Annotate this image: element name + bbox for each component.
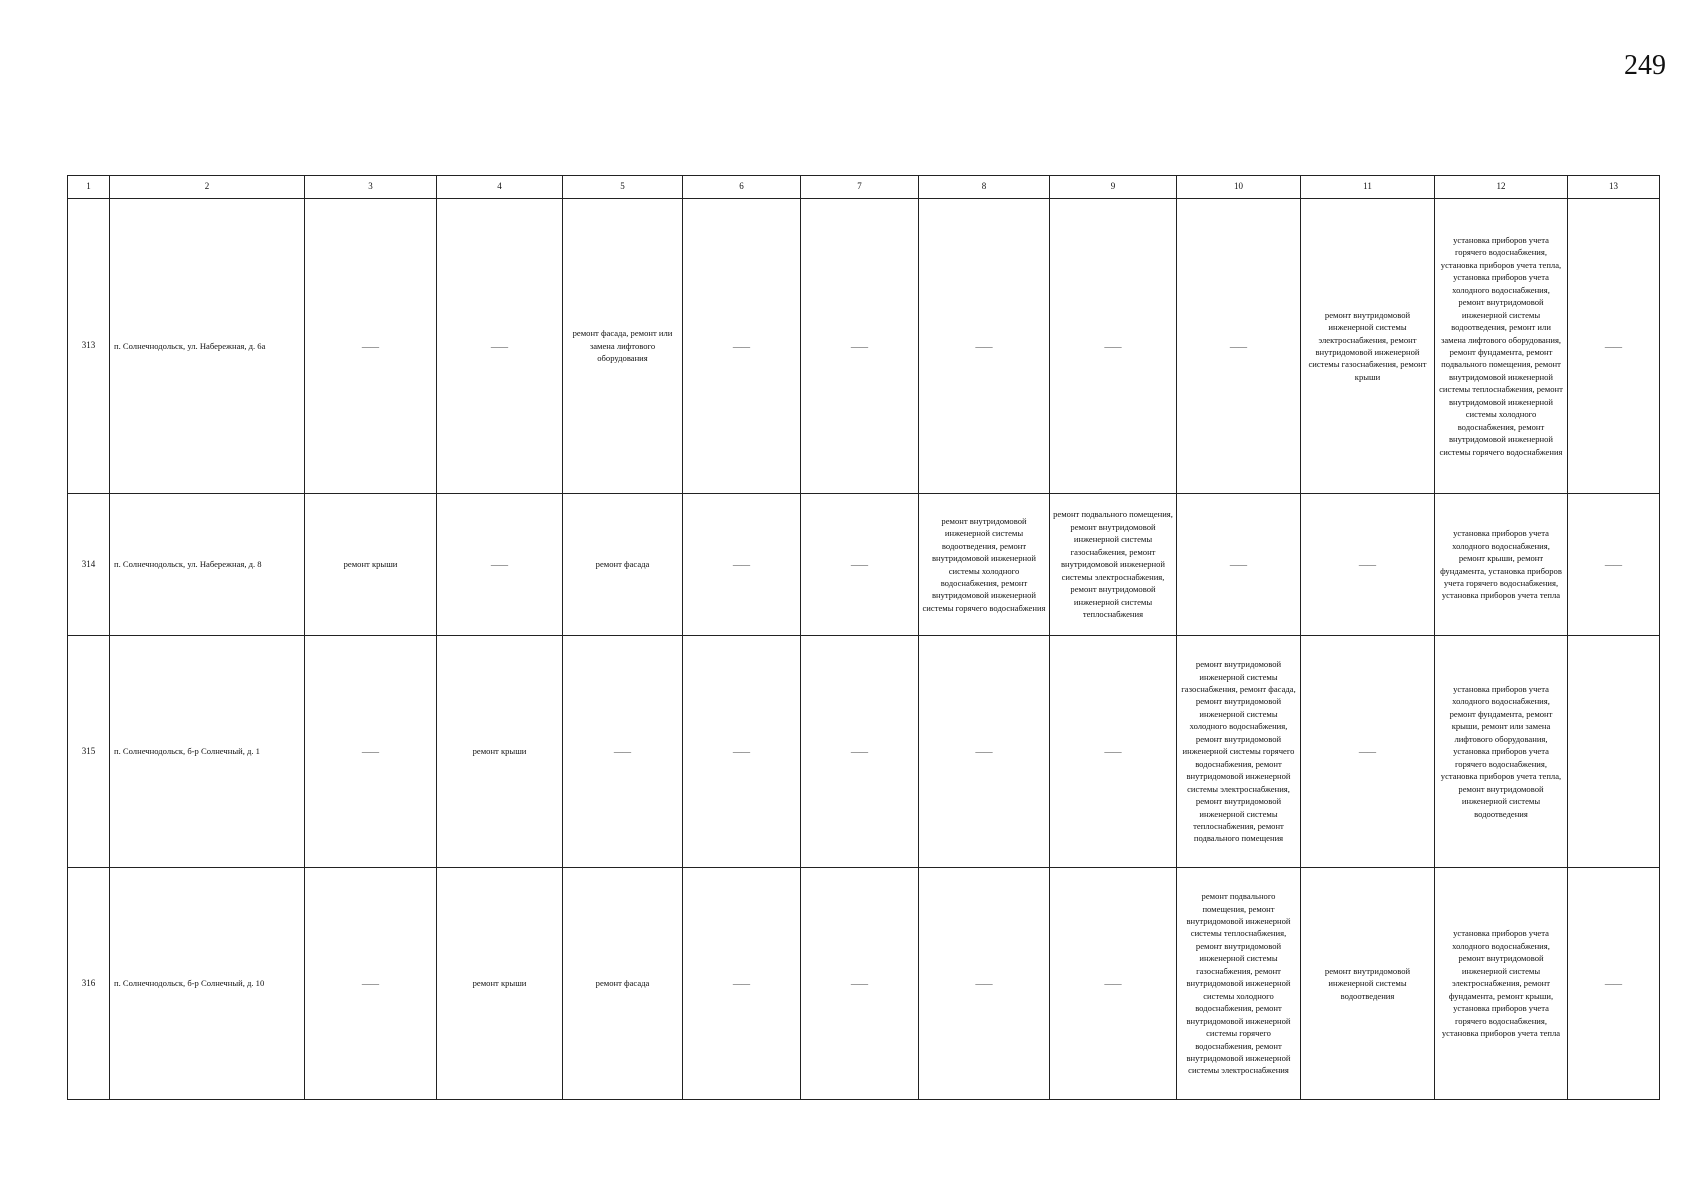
- table-cell: ремонт внутридомовой инженерной системы газоснабжения, ремонт фасада, ремонт внутридомовой инженерной системы холодного водоснабжения, ремонт внутридомовой инженерной системы горячего водоснабжения, ремонт внутридомовой инженерной системы электроснабжения, ремонт внутридомовой инженерной системы теплоснабжения, ремонт подвального помещения: [1177, 636, 1301, 868]
- page-number: 249: [1624, 50, 1666, 81]
- table-cell: ремонт подвального помещения, ремонт внутридомовой инженерной системы теплоснабжения, ремонт внутридомовой инженерной системы газоснабжения, ремонт внутридомовой инженерной системы холодного водоснабжения, ремонт внутридомовой инженерной системы горячего водоснабжения, ремонт внутридомовой инженерной системы электроснабжения: [1177, 868, 1301, 1100]
- table-cell: ——: [801, 868, 919, 1100]
- table-cell: ремонт внутридомовой инженерной системы водоотведения: [1301, 868, 1435, 1100]
- table-cell: ——: [1301, 494, 1435, 636]
- row-number-cell: 316: [68, 868, 110, 1100]
- column-header: 8: [919, 176, 1050, 199]
- column-header: 12: [1435, 176, 1568, 199]
- table-cell: ——: [683, 199, 801, 494]
- table-cell: ——: [1177, 494, 1301, 636]
- address-cell: п. Солнечнодольск, ул. Набережная, д. 8: [110, 494, 305, 636]
- table-cell: ремонт крыши: [437, 868, 563, 1100]
- address-cell: п. Солнечнодольск, б-р Солнечный, д. 10: [110, 868, 305, 1100]
- table-cell: ——: [683, 868, 801, 1100]
- table-cell: ——: [305, 636, 437, 868]
- column-header: 9: [1050, 176, 1177, 199]
- table-cell: ——: [683, 494, 801, 636]
- table-cell: ——: [1050, 199, 1177, 494]
- table-cell: ——: [1568, 199, 1660, 494]
- table-cell: ремонт крыши: [437, 636, 563, 868]
- table-cell: ——: [1050, 636, 1177, 868]
- table-row: [68, 636, 1660, 868]
- column-header: 4: [437, 176, 563, 199]
- table-cell: ремонт крыши: [305, 494, 437, 636]
- table-cell: ремонт фасада: [563, 494, 683, 636]
- table-cell: ——: [801, 636, 919, 868]
- table-cell: ремонт фасада, ремонт или замена лифтового оборудования: [563, 199, 683, 494]
- table-cell: ——: [437, 199, 563, 494]
- row-number-cell: 315: [68, 636, 110, 868]
- table-row: [68, 868, 1660, 1100]
- address-cell: п. Солнечнодольск, б-р Солнечный, д. 1: [110, 636, 305, 868]
- row-number-cell: 314: [68, 494, 110, 636]
- table-cell: ——: [801, 494, 919, 636]
- table-cell: ——: [683, 636, 801, 868]
- table-cell: ——: [801, 199, 919, 494]
- table-cell: ——: [437, 494, 563, 636]
- table-cell: ——: [919, 199, 1050, 494]
- column-header: 3: [305, 176, 437, 199]
- column-header: 1: [68, 176, 110, 199]
- table-cell: [1568, 636, 1660, 868]
- column-header: 6: [683, 176, 801, 199]
- table-cell: ремонт внутридомовой инженерной системы электроснабжения, ремонт внутридомовой инженерной системы газоснабжения, ремонт крыши: [1301, 199, 1435, 494]
- column-header: 2: [110, 176, 305, 199]
- repair-schedule-table: [67, 175, 1660, 1100]
- table-cell: ремонт внутридомовой инженерной системы водоотведения, ремонт внутридомовой инженерной системы холодного водоснабжения, ремонт внутридомовой инженерной системы горячего водоснабжения: [919, 494, 1050, 636]
- table-cell: ремонт фасада: [563, 868, 683, 1100]
- table-row: [68, 199, 1660, 494]
- table-cell: ——: [305, 868, 437, 1100]
- table-cell: установка приборов учета горячего водоснабжения, установка приборов учета тепла, установка приборов учета холодного водоснабжения, ремонт внутридомовой инженерной системы водоотведения, ремонт или замена лифтового оборудования, ремонт фундамента, ремонт подвального помещения, ремонт внутридомовой инженерной системы теплоснабжения, ремонт внутридомовой инженерной системы холодного водоснабжения, ремонт внутридомовой инженерной системы горячего водоснабжения: [1435, 199, 1568, 494]
- table-cell: ——: [919, 636, 1050, 868]
- table-cell: ——: [919, 868, 1050, 1100]
- table-cell: ——: [1177, 199, 1301, 494]
- table-cell: установка приборов учета холодного водоснабжения, ремонт фундамента, ремонт крыши, ремонт или замена лифтового оборудования, установка приборов учета горячего водоснабжения, установка приборов учета тепла, ремонт внутридомовой инженерной системы водоотведения: [1435, 636, 1568, 868]
- table-cell: установка приборов учета холодного водоснабжения, ремонт внутридомовой инженерной системы электроснабжения, ремонт фундамента, ремонт крыши, установка приборов учета горячего водоснабжения, установка приборов учета тепла: [1435, 868, 1568, 1100]
- table-cell: ——: [1050, 868, 1177, 1100]
- column-header: 5: [563, 176, 683, 199]
- table-cell: установка приборов учета холодного водоснабжения, ремонт крыши, ремонт фундамента, установка приборов учета горячего водоснабжения, установка приборов учета тепла: [1435, 494, 1568, 636]
- column-header: 7: [801, 176, 919, 199]
- column-header: 10: [1177, 176, 1301, 199]
- row-number-cell: 313: [68, 199, 110, 494]
- table-cell: ——: [305, 199, 437, 494]
- table-row: [68, 494, 1660, 636]
- table-cell: ремонт подвального помещения, ремонт внутридомовой инженерной системы газоснабжения, ремонт внутридомовой инженерной системы электроснабжения, ремонт внутридомовой инженерной системы теплоснабжения: [1050, 494, 1177, 636]
- table-cell: ——: [1568, 868, 1660, 1100]
- column-header: 11: [1301, 176, 1435, 199]
- address-cell: п. Солнечнодольск, ул. Набережная, д. 6а: [110, 199, 305, 494]
- column-header: 13: [1568, 176, 1660, 199]
- table-cell: ——: [1568, 494, 1660, 636]
- header-row: [68, 176, 1660, 199]
- table-cell: ——: [563, 636, 683, 868]
- table-cell: ——: [1301, 636, 1435, 868]
